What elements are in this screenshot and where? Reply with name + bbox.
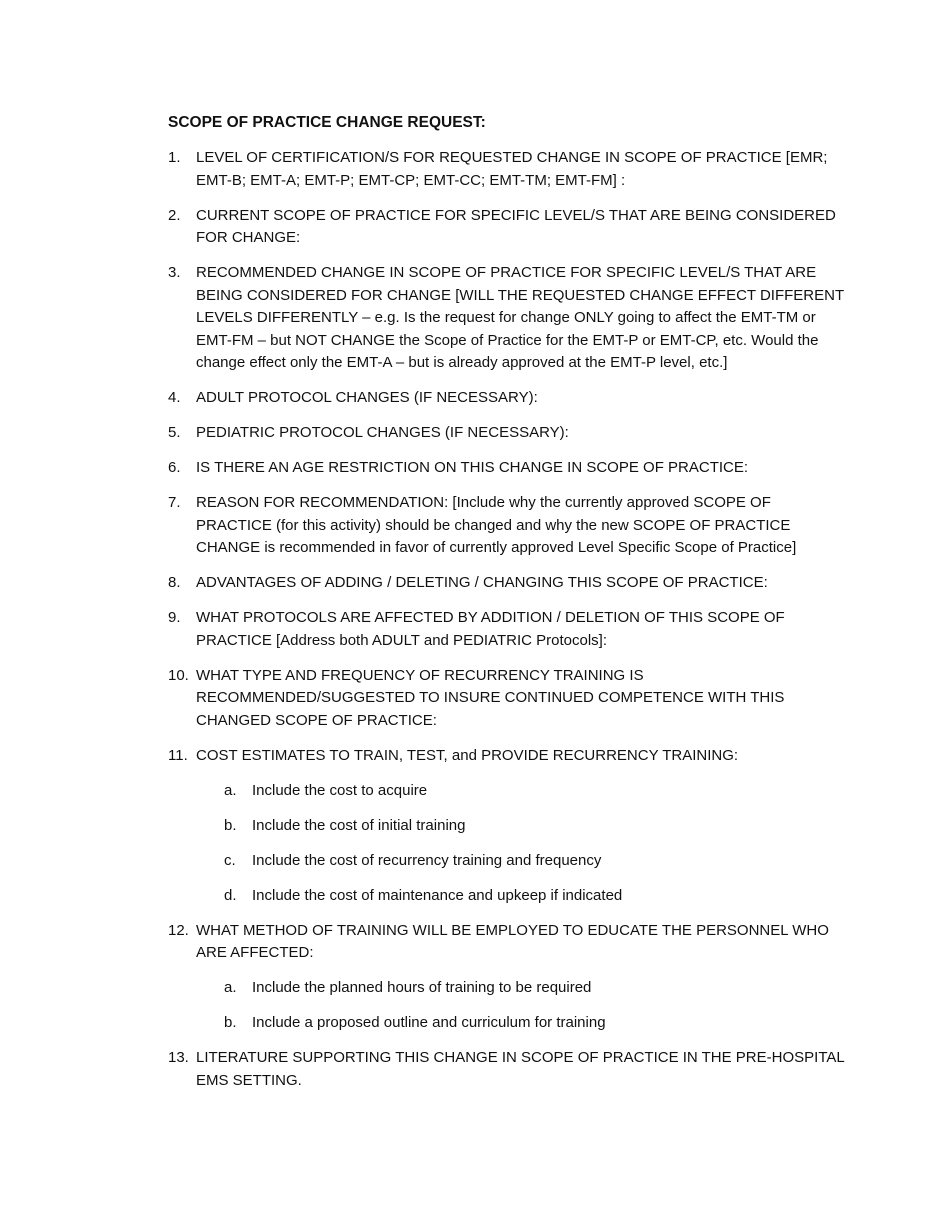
- item-number: 4.: [168, 389, 181, 406]
- list-item-7: [168, 492, 848, 560]
- sub-item-12a: [224, 977, 848, 1000]
- item-number: 5.: [168, 424, 181, 441]
- item-number: 9.: [168, 609, 181, 626]
- sub-item-11c: [224, 850, 848, 873]
- item-number: 2.: [168, 206, 181, 224]
- item-number: 3.: [168, 264, 181, 281]
- item-number: 11.: [168, 746, 188, 764]
- item-number: 12.: [168, 921, 189, 939]
- list-item-2: [168, 205, 848, 250]
- sub-item-letter: a.: [224, 781, 237, 799]
- list-item-8: [168, 572, 848, 595]
- list-item-3: [168, 262, 848, 375]
- item-number: 1.: [168, 149, 181, 166]
- sub-item-text: Include the cost of initial training: [252, 816, 466, 834]
- sub-item-letter: d.: [224, 886, 237, 904]
- list-item-9: [168, 607, 848, 652]
- sub-item-12b: [224, 1012, 848, 1035]
- sub-item-text: Include a proposed outline and curriculum for training: [252, 1014, 606, 1031]
- sub-item-11d: [224, 885, 848, 908]
- item-number: 6.: [168, 459, 181, 476]
- list-item-6: [168, 457, 848, 480]
- item-number: 8.: [168, 574, 181, 591]
- list-item-12: [168, 920, 848, 965]
- item-text: REASON FOR RECOMMENDATION: [Include why the currently approved SCOPE OF PRACTICE (for this activity) should be changed and why the new SCOPE OF PRACTICE CHANGE is recommended in favor of currently approved Level Specific Scope of Practice]: [196, 494, 797, 556]
- item-text: LEVEL OF CERTIFICATION/S FOR REQUESTED CHANGE IN SCOPE OF PRACTICE [EMR; EMT-B; EMT-A; EMT-P; EMT-CP; EMT-CC; EMT-TM; EMT-FM] :: [196, 149, 828, 189]
- item-text: ADVANTAGES OF ADDING / DELETING / CHANGING THIS SCOPE OF PRACTICE:: [196, 574, 768, 591]
- sub-item-letter: a.: [224, 979, 237, 996]
- list-item-11: [168, 745, 848, 768]
- list-item-10: [168, 665, 848, 733]
- list-item-13: [168, 1047, 848, 1092]
- item-text: COST ESTIMATES TO TRAIN, TEST, and PROVIDE RECURRENCY TRAINING:: [196, 746, 739, 764]
- sub-item-text: Include the cost of recurrency training and frequency: [252, 851, 602, 869]
- sub-item-text: Include the cost to acquire: [252, 781, 428, 799]
- item-text: PEDIATRIC PROTOCOL CHANGES (IF NECESSARY):: [196, 424, 569, 441]
- document-heading: SCOPE OF PRACTICE CHANGE REQUEST:: [168, 114, 486, 131]
- sub-item-11b: [224, 815, 848, 838]
- sub-item-letter: b.: [224, 1014, 237, 1031]
- list-item-4: [168, 387, 848, 410]
- sub-item-text: Include the cost of maintenance and upkeep if indicated: [252, 886, 623, 904]
- item-text: RECOMMENDED CHANGE IN SCOPE OF PRACTICE FOR SPECIFIC LEVEL/S THAT ARE BEING CONSIDERED FOR CHANGE [WILL THE REQUESTED CHANGE EFFECT DIFFERENT LEVELS DIFFERENTLY – e.g. Is the request for change ONLY going to affect the EMT-TM or EMT-FM – but NOT CHANGE the Scope of Practice for the EMT-P or EMT-CP, etc. Would the change effect only the EMT-A – but is already approved at the EMT-P level, etc.]: [196, 264, 844, 371]
- sub-item-letter: b.: [224, 816, 237, 834]
- sub-item-text: Include the planned hours of training to be required: [252, 979, 592, 996]
- list-item-1: [168, 147, 848, 192]
- sub-item-11a: [224, 780, 848, 803]
- sub-item-letter: c.: [224, 851, 236, 869]
- item-number: 10.: [168, 666, 189, 684]
- item-number: 13.: [168, 1049, 189, 1066]
- document-page: [168, 112, 848, 1105]
- list-item-5: [168, 422, 848, 445]
- item-text: ADULT PROTOCOL CHANGES (IF NECESSARY):: [196, 389, 538, 406]
- item-text: CURRENT SCOPE OF PRACTICE FOR SPECIFIC LEVEL/S THAT ARE BEING CONSIDERED FOR CHANGE:: [196, 206, 836, 246]
- item-text: WHAT PROTOCOLS ARE AFFECTED BY ADDITION / DELETION OF THIS SCOPE OF PRACTICE [Address both ADULT and PEDIATRIC Protocols]:: [196, 609, 785, 649]
- item-number: 7.: [168, 494, 181, 511]
- item-text: WHAT TYPE AND FREQUENCY OF RECURRENCY TRAINING IS RECOMMENDED/SUGGESTED TO INSURE CONTINUED COMPETENCE WITH THIS CHANGED SCOPE OF PRACTICE:: [196, 666, 785, 729]
- item-text: IS THERE AN AGE RESTRICTION ON THIS CHANGE IN SCOPE OF PRACTICE:: [196, 459, 749, 476]
- item-text: WHAT METHOD OF TRAINING WILL BE EMPLOYED TO EDUCATE THE PERSONNEL WHO ARE AFFECTED:: [196, 921, 829, 961]
- item-text: LITERATURE SUPPORTING THIS CHANGE IN SCOPE OF PRACTICE IN THE PRE-HOSPITAL EMS SETTING.: [196, 1049, 845, 1089]
